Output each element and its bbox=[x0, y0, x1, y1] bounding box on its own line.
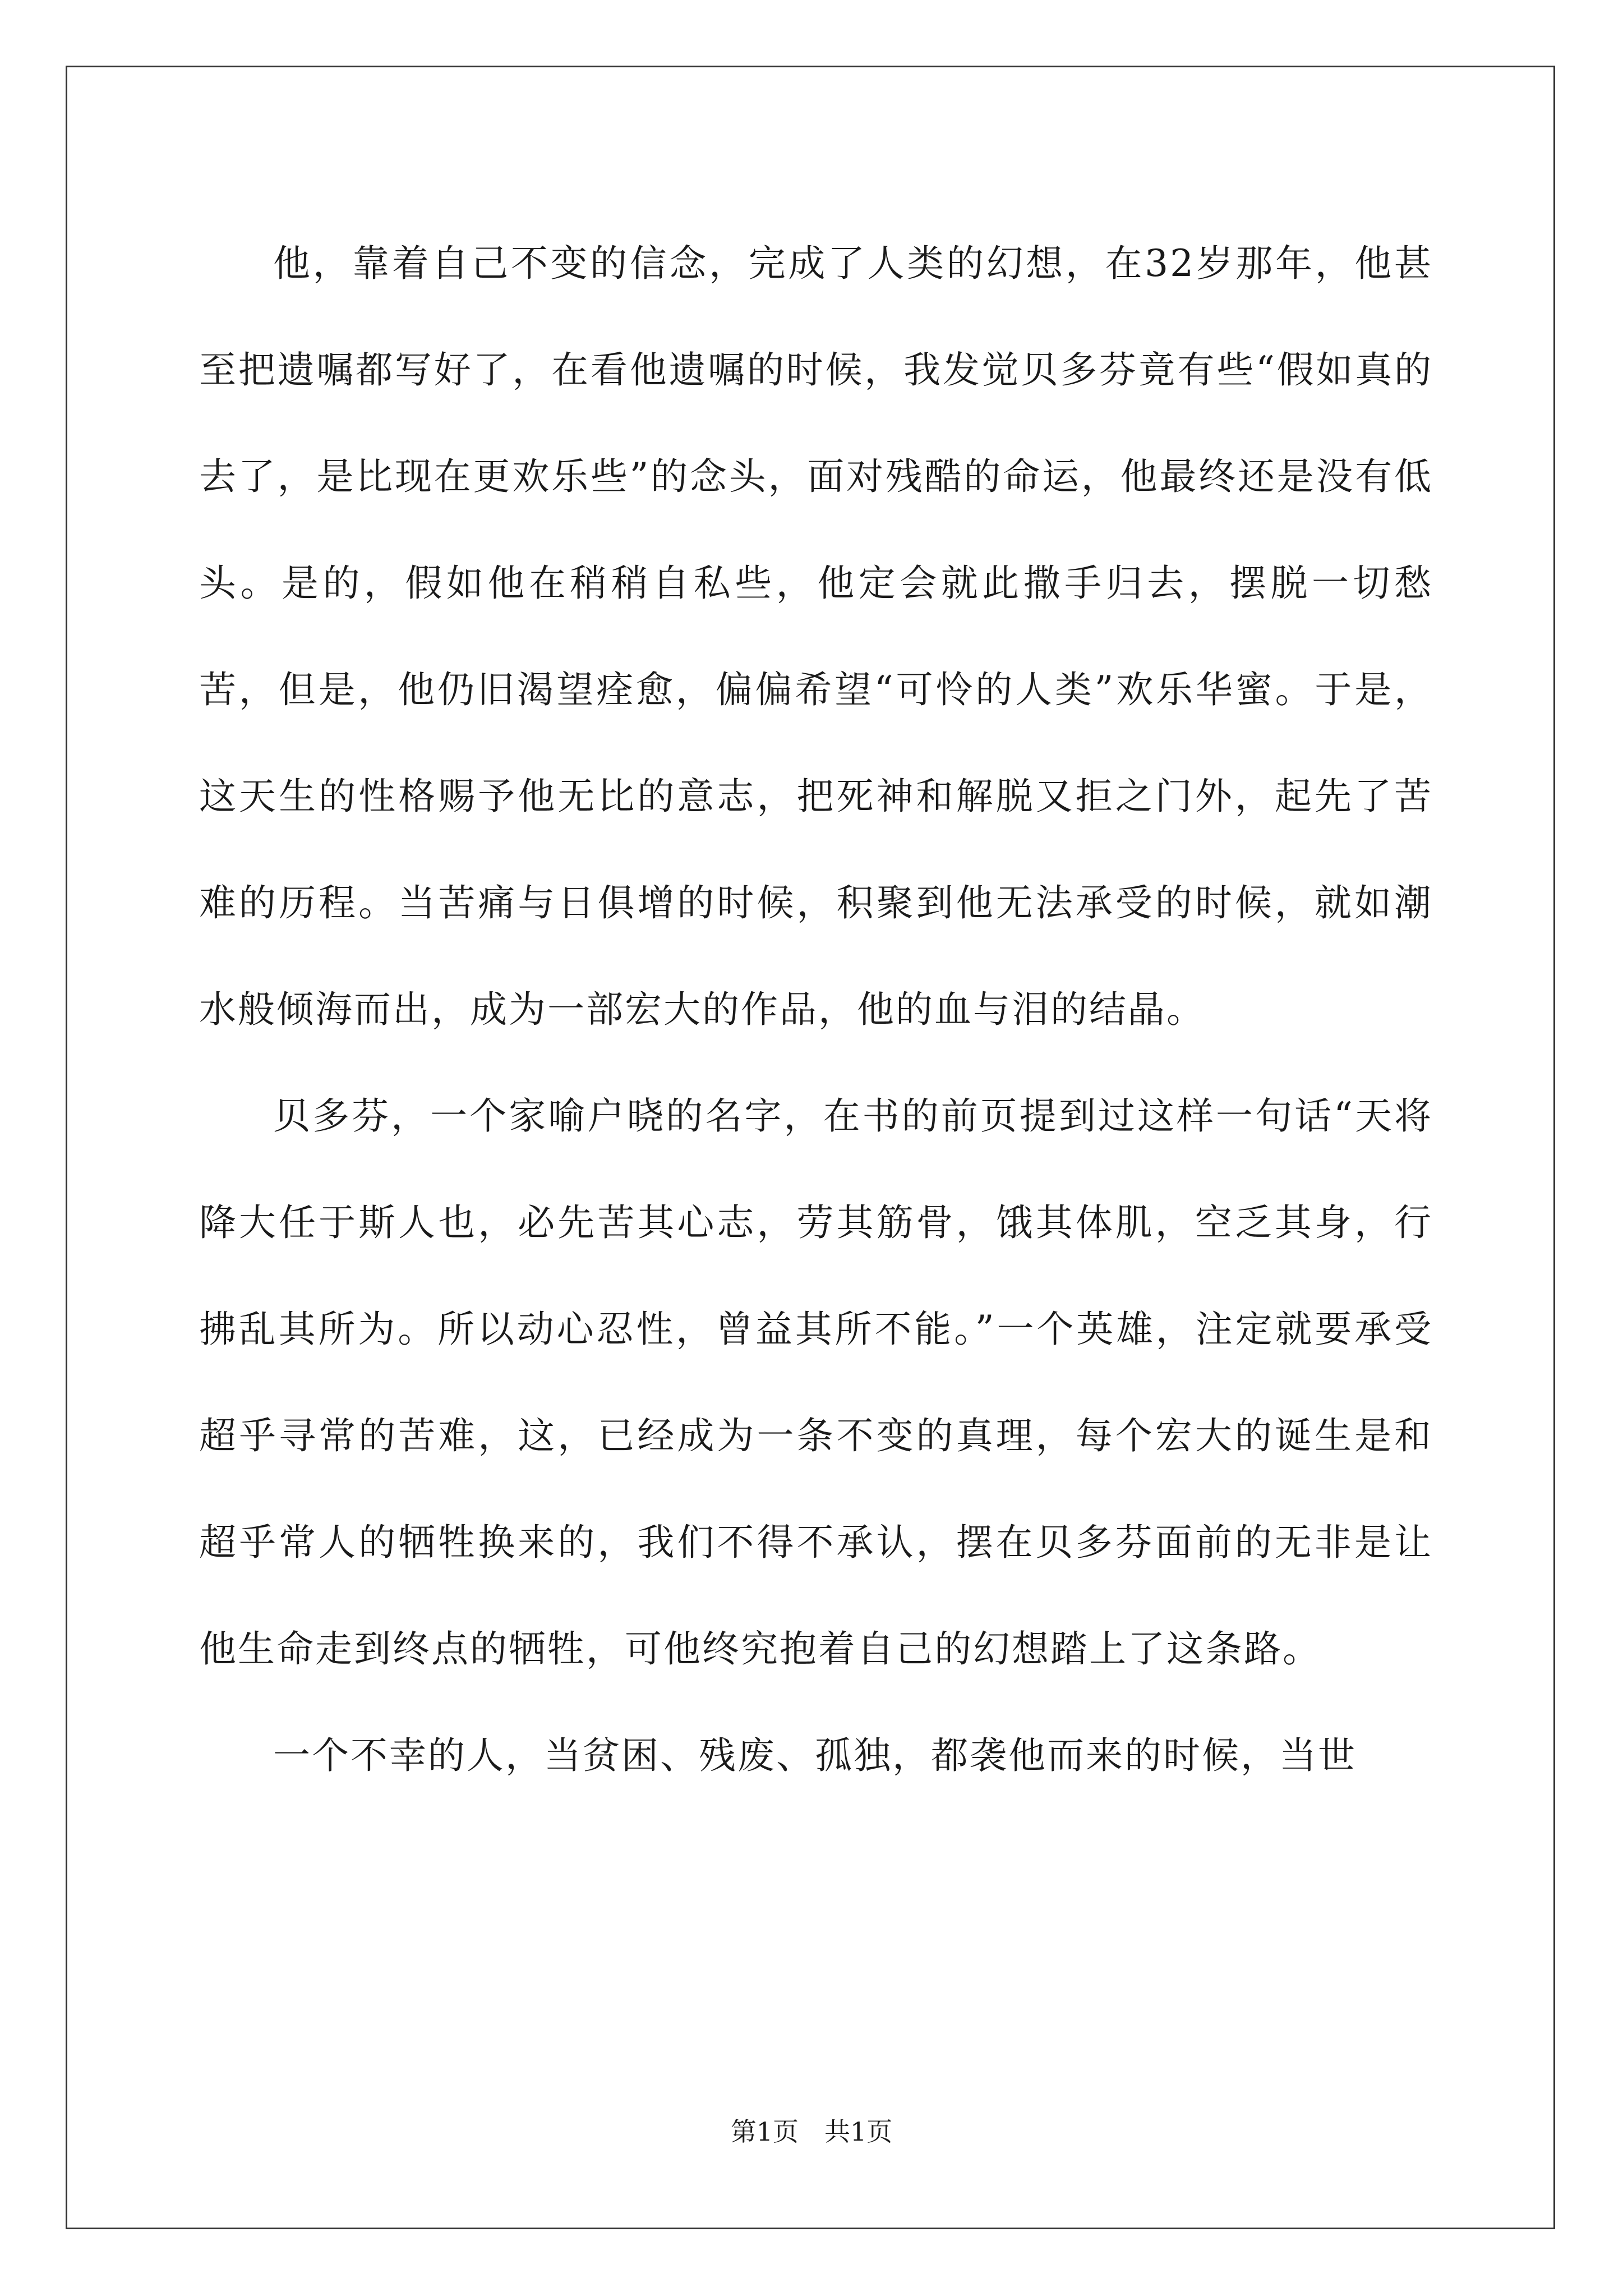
paragraph-1: 他，靠着自己不变的信念，完成了人类的幻想，在32岁那年，他甚至把遗嘱都写好了，在看他遗嘱的时候，我发觉贝多芬竟有些“假如真的去了，是比现在更欢乐些”的念头，面对残酷的命运，他最终还是没有低头。是的，假如他在稍稍自私些，他定会就此撒手归去，摆脱一切愁苦，但是，他仍旧渴望痊愈，偏偏希望“可怜的人类”欢乐华蜜。于是，这天生的性格赐予他无比的意志，把死神和解脱又拒之门外，起先了苦难的历程。当苦痛与日俱增的时候，积聚到他无法承受的时候，就如潮水般倾海而出，成为一部宏大的作品，他的血与泪的结晶。 bbox=[199, 242, 1433, 1031]
document-body bbox=[199, 210, 1433, 1809]
page-number-footer: 第1页 共1页 bbox=[730, 2116, 893, 2147]
paragraph-2: 贝多芬，一个家喻户晓的名字，在书的前页提到过这样一句话“天将降大任于斯人也，必先苦其心志，劳其筋骨，饿其体肌，空乏其身，行拂乱其所为。所以动心忍性，曾益其所不能。”一个英雄，注定就要承受超乎寻常的苦难，这，已经成为一条不变的真理，每个宏大的诞生是和超乎常人的牺牲换来的，我们不得不承认，摆在贝多芬面前的无非是让他生命走到终点的牺牲，可他终究抱着自己的幻想踏上了这条路。 bbox=[199, 1094, 1433, 1671]
paragraph-3: 一个不幸的人，当贫困、残废、孤独，都袭他而来的时候，当世 bbox=[273, 1734, 1357, 1777]
